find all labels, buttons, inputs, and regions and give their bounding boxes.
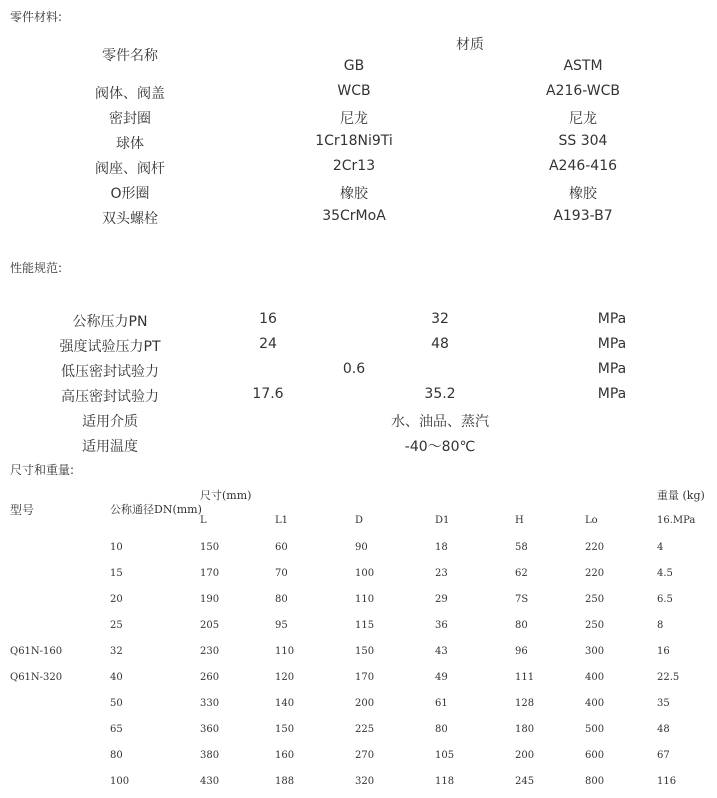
dimensions-cell: 160 <box>275 750 295 761</box>
dimensions-cell: 58 <box>515 542 528 553</box>
materials-section-title: 零件材料: <box>10 10 63 24</box>
performance-value-pn16: 17.6 <box>252 386 284 402</box>
dimensions-cell: 23 <box>435 568 448 579</box>
dimensions-cell: 80 <box>275 594 288 605</box>
dimensions-dn: 15 <box>110 568 123 579</box>
dimensions-cell: 35 <box>657 698 670 709</box>
performance-unit: MPa <box>597 386 627 402</box>
dimensions-cell: 43 <box>435 646 448 657</box>
dimensions-cell: 360 <box>200 724 220 735</box>
material-gb: 2Cr13 <box>332 158 376 174</box>
dimensions-cell: 110 <box>355 594 375 605</box>
dimensions-cell: 400 <box>585 672 605 683</box>
dimensions-cell: 29 <box>435 594 448 605</box>
dimensions-cell: 190 <box>200 594 220 605</box>
dimensions-cell: 96 <box>515 646 528 657</box>
performance-value-pn32: 35.2 <box>424 386 456 402</box>
material-astm: A216-WCB <box>545 83 620 99</box>
performance-value-span: 水、油品、蒸汽 <box>391 414 489 430</box>
materials-col-part: 零件名称 <box>102 48 158 64</box>
dimensions-col-size: 尺寸(mm) <box>200 489 252 502</box>
dimensions-cell: 115 <box>355 620 375 631</box>
material-astm: A193-B7 <box>553 208 613 224</box>
performance-label: 公称压力PN <box>72 314 148 330</box>
dimensions-cell: 4.5 <box>657 568 673 579</box>
dimensions-cell: 430 <box>200 776 220 787</box>
dimensions-cell: 330 <box>200 698 220 709</box>
dimensions-col-model: 型号 <box>10 503 35 517</box>
dimensions-cell: 800 <box>585 776 605 787</box>
dimensions-cell: 205 <box>200 620 220 631</box>
dimensions-cell: 300 <box>585 646 605 657</box>
performance-label: 适用温度 <box>82 439 138 455</box>
dimensions-cell: 100 <box>355 568 375 579</box>
dimensions-cell: 150 <box>275 724 295 735</box>
dimensions-subheader: D1 <box>435 515 450 526</box>
dimensions-dn: 40 <box>110 672 123 683</box>
dimensions-cell: 22.5 <box>657 672 680 683</box>
dimensions-model: Q61N-320 <box>10 672 63 683</box>
dimensions-cell: 220 <box>585 568 605 579</box>
dimensions-cell: 18 <box>435 542 448 553</box>
dimensions-col-dn: 公称通径DN(mm) <box>110 503 202 516</box>
dimensions-cell: 170 <box>200 568 220 579</box>
dimensions-cell: 245 <box>515 776 535 787</box>
dimensions-cell: 61 <box>435 698 448 709</box>
dimensions-subheader: 16.MPa <box>657 515 696 526</box>
dimensions-cell: 95 <box>275 620 288 631</box>
dimensions-cell: 4 <box>657 542 664 553</box>
dimensions-section-title: 尺寸和重量: <box>10 463 75 477</box>
dimensions-cell: 110 <box>275 646 295 657</box>
dimensions-subheader: L1 <box>275 515 289 526</box>
dimensions-cell: 80 <box>435 724 448 735</box>
dimensions-subheader: Lo <box>585 515 598 526</box>
dimensions-col-weight: 重量 (kg) <box>657 489 705 502</box>
dimensions-cell: 225 <box>355 724 375 735</box>
performance-label: 强度试验压力PT <box>59 339 161 355</box>
dimensions-cell: 36 <box>435 620 448 631</box>
dimensions-cell: 270 <box>355 750 375 761</box>
dimensions-cell: 80 <box>515 620 528 631</box>
dimensions-cell: 220 <box>585 542 605 553</box>
performance-value-pn32: 48 <box>431 336 449 352</box>
dimensions-cell: 200 <box>355 698 375 709</box>
dimensions-cell: 380 <box>200 750 220 761</box>
material-astm: 尼龙 <box>569 111 597 127</box>
dimensions-subheader: D <box>355 515 364 526</box>
dimensions-dn: 65 <box>110 724 123 735</box>
dimensions-cell: 60 <box>275 542 288 553</box>
dimensions-cell: 150 <box>200 542 220 553</box>
material-part-name: O形圈 <box>110 186 150 202</box>
dimensions-model: Q61N-160 <box>10 646 63 657</box>
dimensions-cell: 250 <box>585 594 605 605</box>
material-gb: 1Cr18Ni9Ti <box>315 133 393 149</box>
performance-value-pn32: 32 <box>431 311 449 327</box>
dimensions-cell: 128 <box>515 698 535 709</box>
materials-col-gb: GB <box>343 58 365 74</box>
dimensions-cell: 180 <box>515 724 535 735</box>
dimensions-dn: 32 <box>110 646 123 657</box>
dimensions-cell: 260 <box>200 672 220 683</box>
dimensions-cell: 7S <box>515 594 529 605</box>
dimensions-cell: 118 <box>435 776 455 787</box>
dimensions-cell: 70 <box>275 568 288 579</box>
performance-value-pn16: 16 <box>259 311 277 327</box>
material-astm: 橡胶 <box>569 186 597 202</box>
dimensions-cell: 90 <box>355 542 368 553</box>
performance-value-shared: 0.6 <box>342 361 366 377</box>
performance-label: 适用介质 <box>82 414 138 430</box>
dimensions-subheader: L <box>200 515 207 526</box>
dimensions-dn: 10 <box>110 542 123 553</box>
materials-col-astm: ASTM <box>563 58 603 74</box>
performance-label: 高压密封试验力 <box>61 389 159 405</box>
dimensions-cell: 8 <box>657 620 664 631</box>
dimensions-cell: 49 <box>435 672 448 683</box>
performance-unit: MPa <box>597 311 627 327</box>
performance-unit: MPa <box>597 361 627 377</box>
dimensions-subheader: H <box>515 515 524 526</box>
performance-value-span: -40～80℃ <box>404 439 476 455</box>
material-gb: 尼龙 <box>340 111 368 127</box>
material-astm: SS 304 <box>558 133 608 149</box>
dimensions-cell: 140 <box>275 698 295 709</box>
dimensions-cell: 250 <box>585 620 605 631</box>
performance-section-title: 性能规范: <box>10 261 63 275</box>
dimensions-dn: 20 <box>110 594 123 605</box>
dimensions-cell: 200 <box>515 750 535 761</box>
dimensions-dn: 80 <box>110 750 123 761</box>
performance-value-pn16: 24 <box>259 336 277 352</box>
dimensions-cell: 400 <box>585 698 605 709</box>
performance-unit: MPa <box>597 336 627 352</box>
materials-col-material: 材质 <box>456 37 484 53</box>
dimensions-cell: 111 <box>515 672 535 683</box>
material-astm: A246-416 <box>548 158 618 174</box>
material-gb: 35CrMoA <box>322 208 386 224</box>
dimensions-cell: 16 <box>657 646 670 657</box>
dimensions-cell: 150 <box>355 646 375 657</box>
dimensions-cell: 48 <box>657 724 670 735</box>
dimensions-cell: 105 <box>435 750 455 761</box>
dimensions-cell: 600 <box>585 750 605 761</box>
dimensions-cell: 320 <box>355 776 375 787</box>
material-part-name: 球体 <box>116 136 144 152</box>
dimensions-dn: 100 <box>110 776 130 787</box>
dimensions-dn: 25 <box>110 620 123 631</box>
material-gb: 橡胶 <box>340 186 368 202</box>
dimensions-cell: 62 <box>515 568 528 579</box>
performance-label: 低压密封试验力 <box>61 364 159 380</box>
dimensions-cell: 120 <box>275 672 295 683</box>
dimensions-dn: 50 <box>110 698 123 709</box>
material-gb: WCB <box>337 83 371 99</box>
dimensions-cell: 188 <box>275 776 295 787</box>
dimensions-cell: 170 <box>355 672 375 683</box>
material-part-name: 阀座、阀杆 <box>95 161 165 177</box>
material-part-name: 阀体、阀盖 <box>95 86 165 102</box>
dimensions-cell: 116 <box>657 776 677 787</box>
dimensions-cell: 230 <box>200 646 220 657</box>
dimensions-cell: 67 <box>657 750 670 761</box>
material-part-name: 密封圈 <box>109 111 151 127</box>
dimensions-cell: 500 <box>585 724 605 735</box>
material-part-name: 双头螺栓 <box>102 211 158 227</box>
dimensions-cell: 6.5 <box>657 594 673 605</box>
